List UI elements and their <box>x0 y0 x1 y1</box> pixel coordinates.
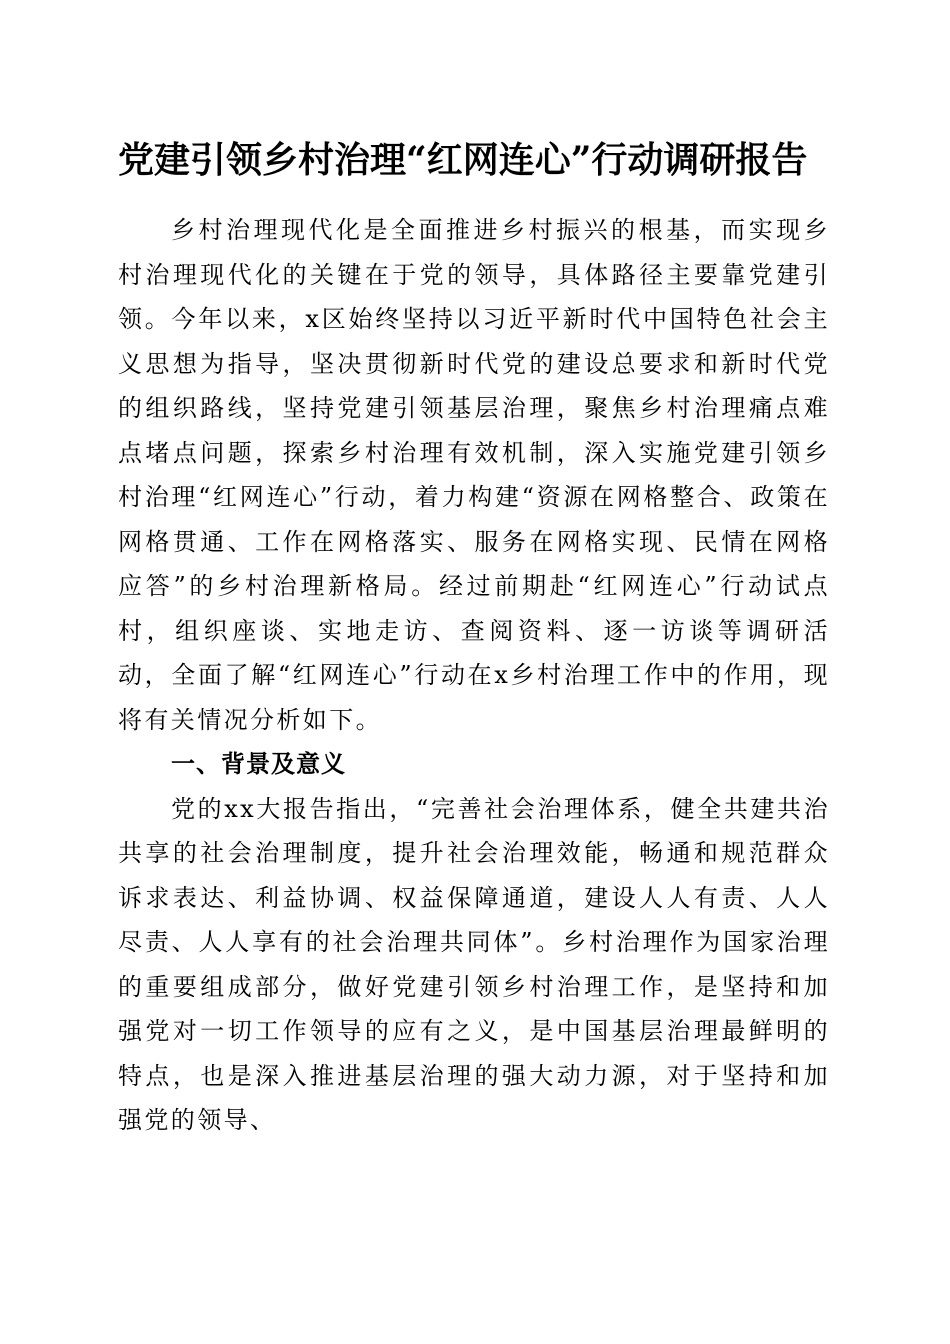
intro-paragraph: 乡村治理现代化是全面推进乡村振兴的根基，而实现乡村治理现代化的关键在于党的领导，具体路径主要靠党建引领。今年以来，x区始终坚持以习近平新时代中国特色社会主义思想为指导，坚决贯彻新时代党的建设总要求和新时代党的组织路线，坚持党建引领基层治理，聚焦乡村治理痛点难点堵点问题，探索乡村治理有效机制，深入实施党建引领乡村治理“红网连心”行动，着力构建“资源在网格整合、政策在网格贯通、工作在网格落实、服务在网格实现、民情在网格应答”的乡村治理新格局。经过前期赴“红网连心”行动试点村，组织座谈、实地走访、查阅资料、逐一访谈等调研活动，全面了解“红网连心”行动在x乡村治理工作中的作用，现将有关情况分析如下。 <box>118 216 830 734</box>
background-paragraph: 党的xx大报告指出，“完善社会治理体系，健全共建共治共享的社会治理制度，提升社会治理效能，畅通和规范群众诉求表达、利益协调、权益保障通道，建设人人有责、人人尽责、人人享有的社会治理共同体”。乡村治理作为国家治理的重要组成部分，做好党建引领乡村治理工作，是坚持和加强党对一切工作领导的应有之义，是中国基层治理最鲜明的特点，也是深入推进基层治理的强大动力源，对于坚持和加强党的领导、 <box>118 794 830 1134</box>
section-heading-background: 一、背景及意义 <box>171 750 346 778</box>
document-title: 党建引领乡村治理“红网连心”行动调研报告 <box>118 139 808 181</box>
document-body <box>118 208 830 1143</box>
